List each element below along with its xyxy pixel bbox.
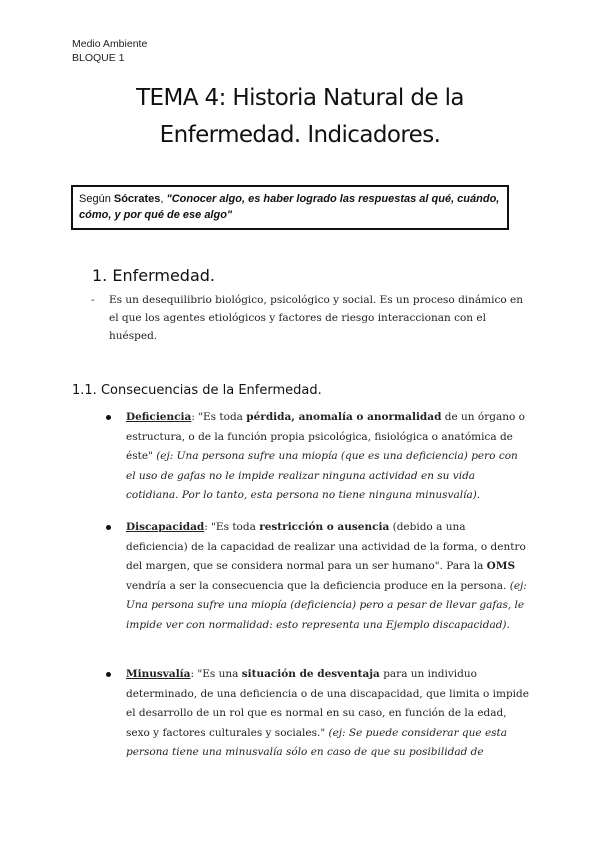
list-item-text: Es un desequilibrio biológico, psicológico y social. Es un proceso dinámico en el que los agentes etiológicos y factores de riesgo interaccionan con el huésped. xyxy=(109,294,524,342)
text-run: : "Es toda xyxy=(204,521,260,533)
bullet-item-minusvalia xyxy=(126,665,530,763)
bullet-icon xyxy=(106,525,111,530)
header-subject: Medio Ambiente xyxy=(72,38,148,50)
bold-run: situación de desventaja xyxy=(241,668,380,680)
text-run: de un órgano o estructura, o de la función propia psicológica, fisiológica o anatómica de éste" xyxy=(126,411,525,462)
page-header xyxy=(72,37,147,65)
text-run: (debido a una deficiencia) de la capacidad de realizar una actividad de la forma, o dentro del margen, que se considera normal para un ser humano". Para la xyxy=(126,521,526,572)
title-line-2: Enfermedad. Indicadores. xyxy=(159,122,441,148)
text-run: para un individuo determinado, de una deficiencia o de una discapacidad, que limita o impide el desarrollo de un rol que es normal en su caso, en función de la edad, sexo y factores culturales y sociales." xyxy=(126,668,529,739)
text-run: : "Es toda xyxy=(191,411,247,423)
quote-prefix: Según xyxy=(79,193,114,205)
bullet-item-deficiencia xyxy=(126,408,530,506)
quote-sep: , xyxy=(160,193,167,205)
bold-run: OMS xyxy=(486,560,516,572)
bullet-item-discapacidad xyxy=(126,518,530,635)
quote-text: "Conocer algo, es haber logrado las respuestas al qué, cuándo, cómo, y por qué de ese algo" xyxy=(79,193,500,221)
dash-marker: - xyxy=(91,294,95,306)
example-run: (ej: Una persona sufre una miopía (deficiencia) pero a pesar de llevar gafas, le impide ver con normalidad: esto representa una Ejemplo discapacidad). xyxy=(126,579,527,631)
section-heading-enfermedad: 1. Enfermedad. xyxy=(92,266,216,285)
example-run: (ej: Se puede considerar que esta persona tiene una minusvalía sólo en caso de que su posibilidad de xyxy=(126,726,508,758)
text-run: : "Es una xyxy=(190,668,242,680)
quote-author: Sócrates xyxy=(113,193,161,205)
subsection-heading-consecuencias: 1.1. Consecuencias de la Enfermedad. xyxy=(72,383,322,398)
example-run: (ej: Una persona sufre una miopía (que es una deficiencia) pero con el uso de gafas no le impide realizar ninguna actividad en su vida cotidiana. Por lo tanto, esta persona no tiene ninguna minusvalía). xyxy=(126,450,518,501)
page-title xyxy=(60,80,540,154)
list-item xyxy=(91,291,531,345)
term-minusvalia: Minusvalía xyxy=(126,668,191,680)
bullet-icon xyxy=(106,415,111,420)
bullet-icon xyxy=(106,672,111,677)
term-deficiencia: Deficiencia xyxy=(126,411,192,423)
quote-box xyxy=(71,185,509,230)
text-run: vendría a ser la consecuencia que la deficiencia produce en la persona. xyxy=(126,579,510,592)
bold-run: restricción o ausencia xyxy=(259,521,390,533)
bold-run: pérdida, anomalía o anormalidad xyxy=(246,411,442,423)
term-discapacidad: Discapacidad xyxy=(126,521,205,533)
title-line-1: TEMA 4: Historia Natural de la xyxy=(136,85,464,111)
header-block: BLOQUE 1 xyxy=(72,52,125,64)
